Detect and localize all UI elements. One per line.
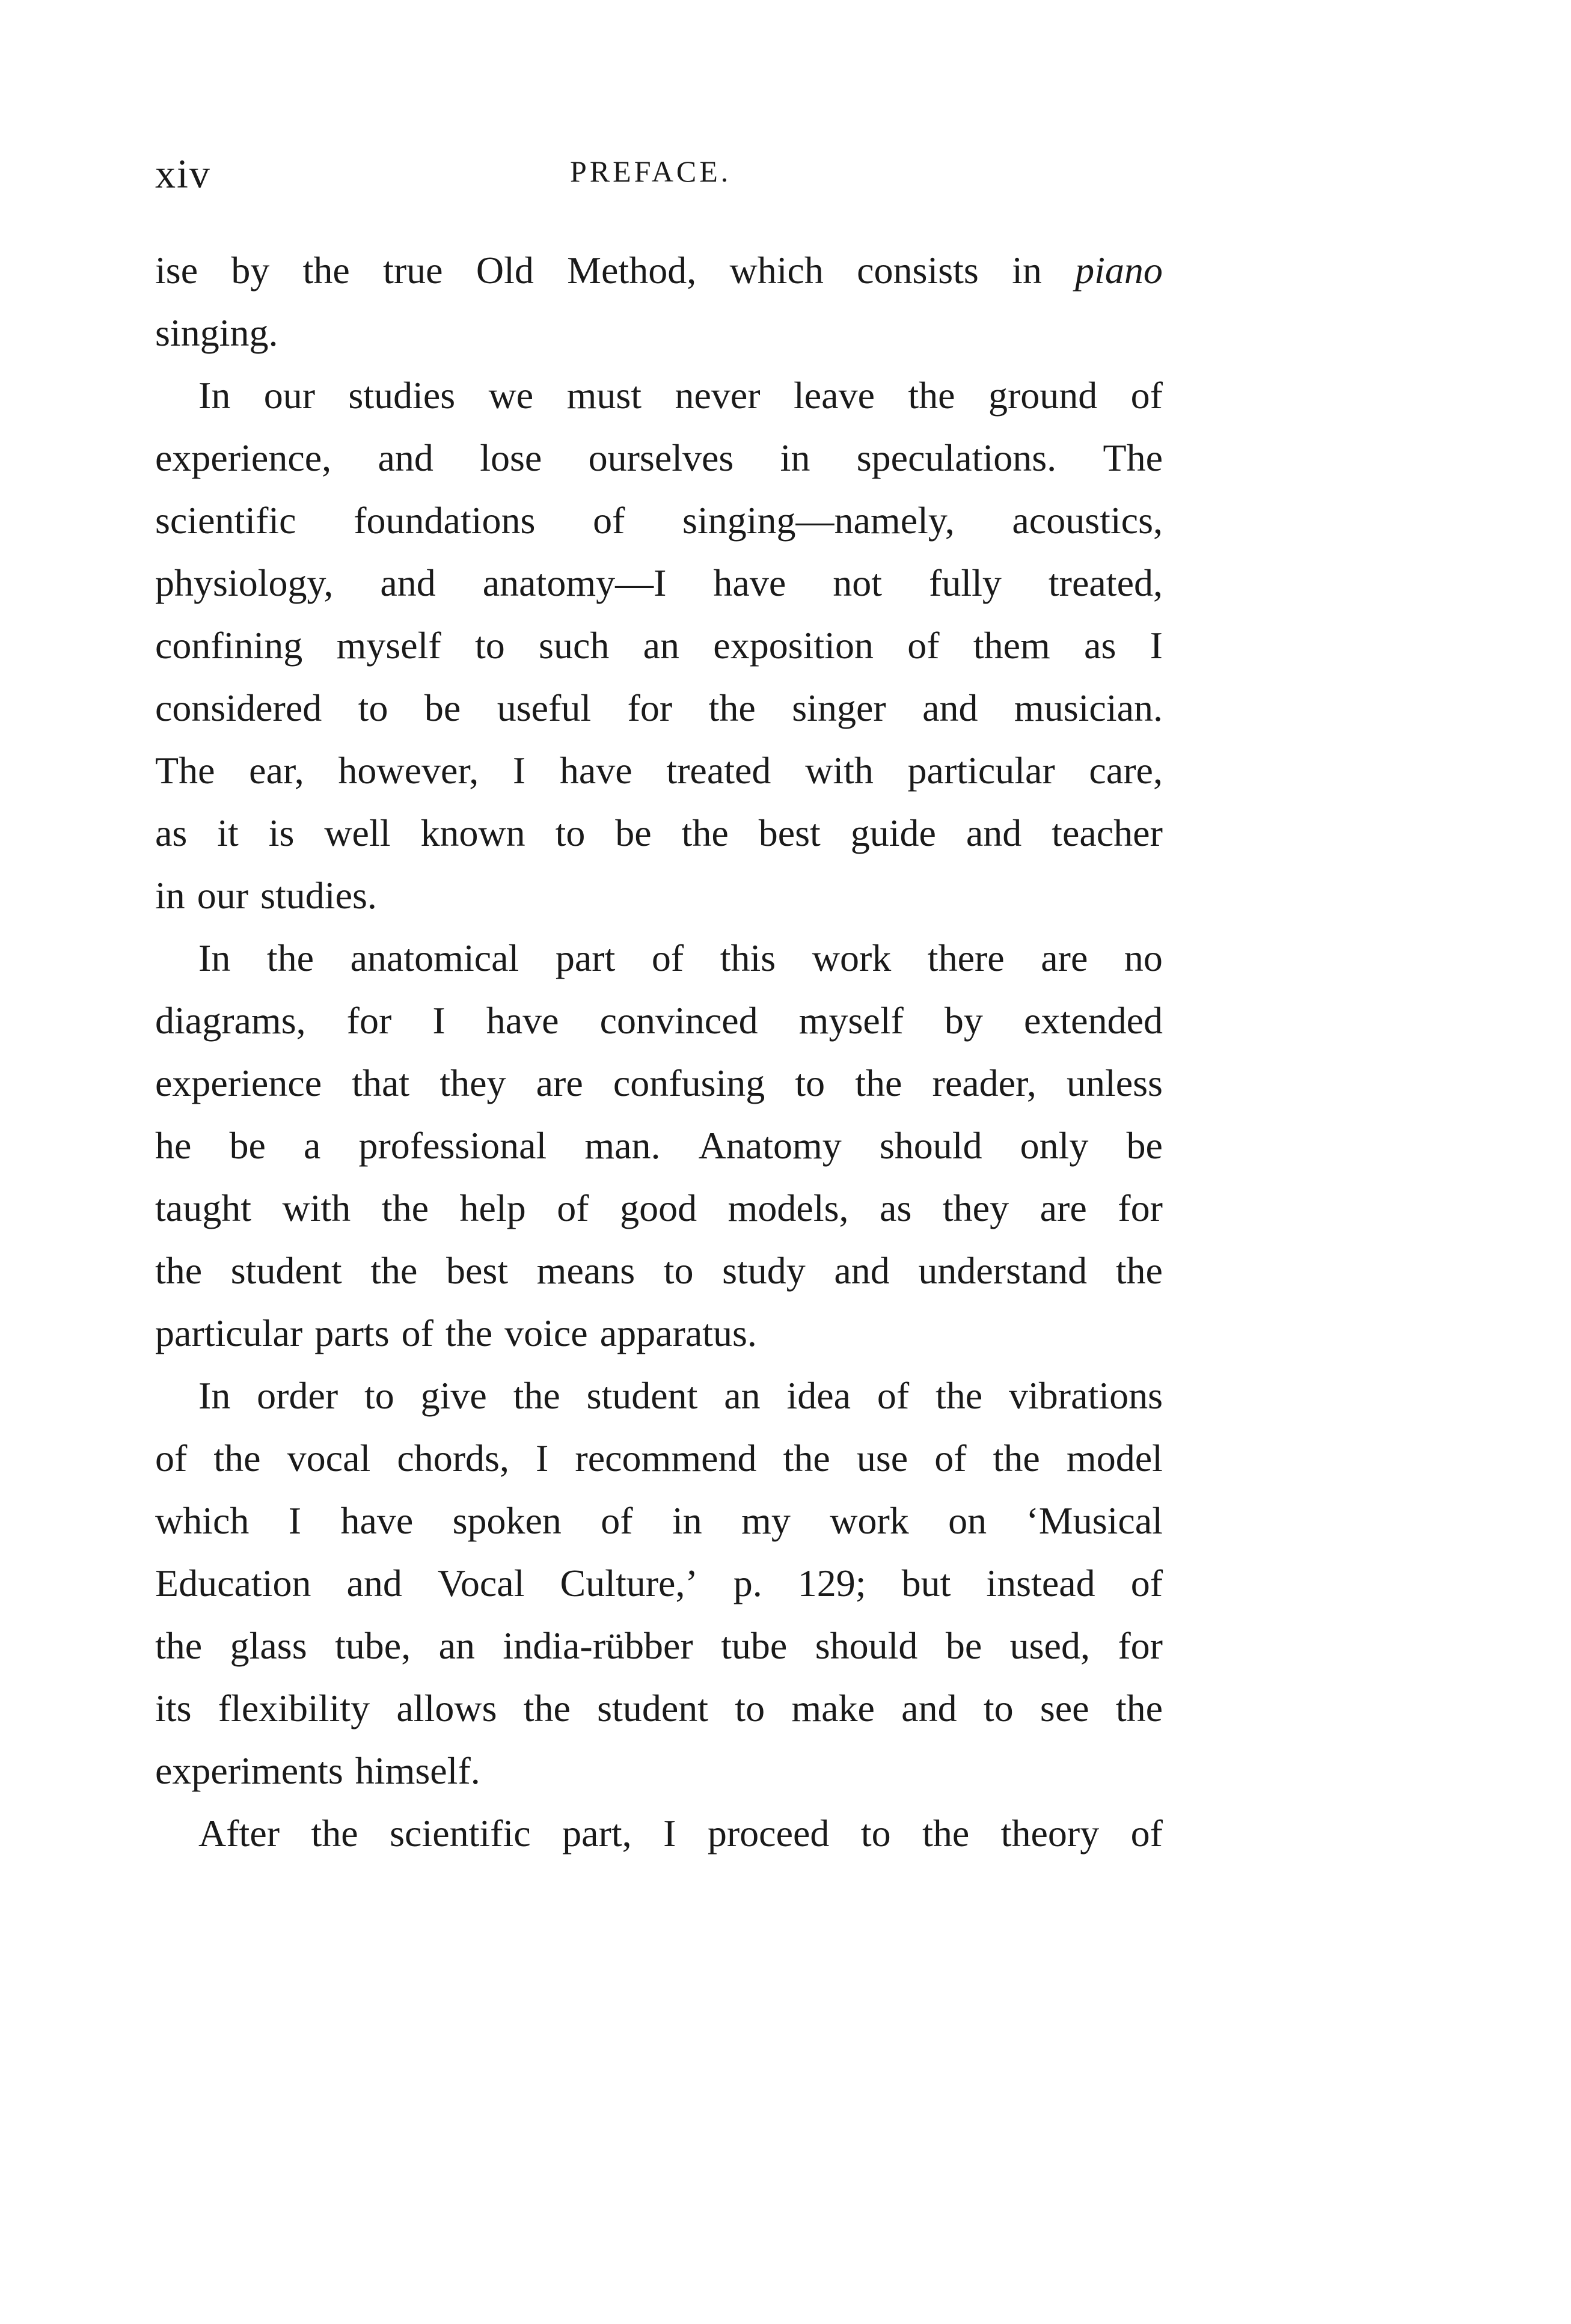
text-line: The ear, however, I have treated with particular care, bbox=[155, 749, 1163, 792]
text-line: singing. bbox=[155, 311, 278, 354]
text-line: scientific foundations of singing—namely, acoustics, bbox=[155, 499, 1163, 542]
text-line: experiments himself. bbox=[155, 1749, 480, 1792]
text-line: In order to give the student an idea of the vibrations bbox=[198, 1374, 1163, 1417]
text-line: particular parts of the voice apparatus. bbox=[155, 1312, 757, 1354]
text-line: After the scientific part, I proceed to the theory of bbox=[198, 1812, 1163, 1855]
text-line: the student the best means to study and understand the bbox=[155, 1249, 1163, 1292]
text-line: its flexibility allows the student to make and to see the bbox=[155, 1687, 1163, 1729]
text-line: experience that they are confusing to the reader, unless bbox=[155, 1062, 1163, 1104]
text-line: as it is well known to be the best guide and teacher bbox=[155, 812, 1163, 854]
text-line: experience, and lose ourselves in speculations. The bbox=[155, 436, 1163, 479]
text-line: the glass tube, an india-rübber tube should be used, for bbox=[155, 1624, 1163, 1667]
text-line: Education and Vocal Culture,’ p. 129; but instead of bbox=[155, 1562, 1163, 1604]
text-line: which I have spoken of in my work on ‘Musical bbox=[155, 1499, 1163, 1542]
text-line: of the vocal chords, I recommend the use of the model bbox=[155, 1437, 1163, 1479]
body-text bbox=[155, 239, 1163, 1865]
text-line: in our studies. bbox=[155, 874, 377, 917]
text-line: ise by the true Old Method, which consists in piano bbox=[155, 239, 1163, 302]
running-title: PREFACE. bbox=[570, 154, 732, 188]
text-line: In the anatomical part of this work there are no bbox=[198, 937, 1163, 979]
text-line: considered to be useful for the singer and musician. bbox=[155, 686, 1163, 729]
text-line: confining myself to such an exposition of them as I bbox=[155, 624, 1163, 667]
text-line: physiology, and anatomy—I have not fully treated, bbox=[155, 561, 1163, 604]
text-line: diagrams, for I have convinced myself by extended bbox=[155, 999, 1163, 1042]
text-line: taught with the help of good models, as they are for bbox=[155, 1187, 1163, 1229]
text-line: In our studies we must never leave the ground of bbox=[198, 374, 1163, 417]
running-head bbox=[155, 150, 1165, 198]
text-line: he be a professional man. Anatomy should only be bbox=[155, 1124, 1163, 1167]
italic-word: piano bbox=[1075, 249, 1163, 292]
page-number: xiv bbox=[155, 151, 211, 197]
